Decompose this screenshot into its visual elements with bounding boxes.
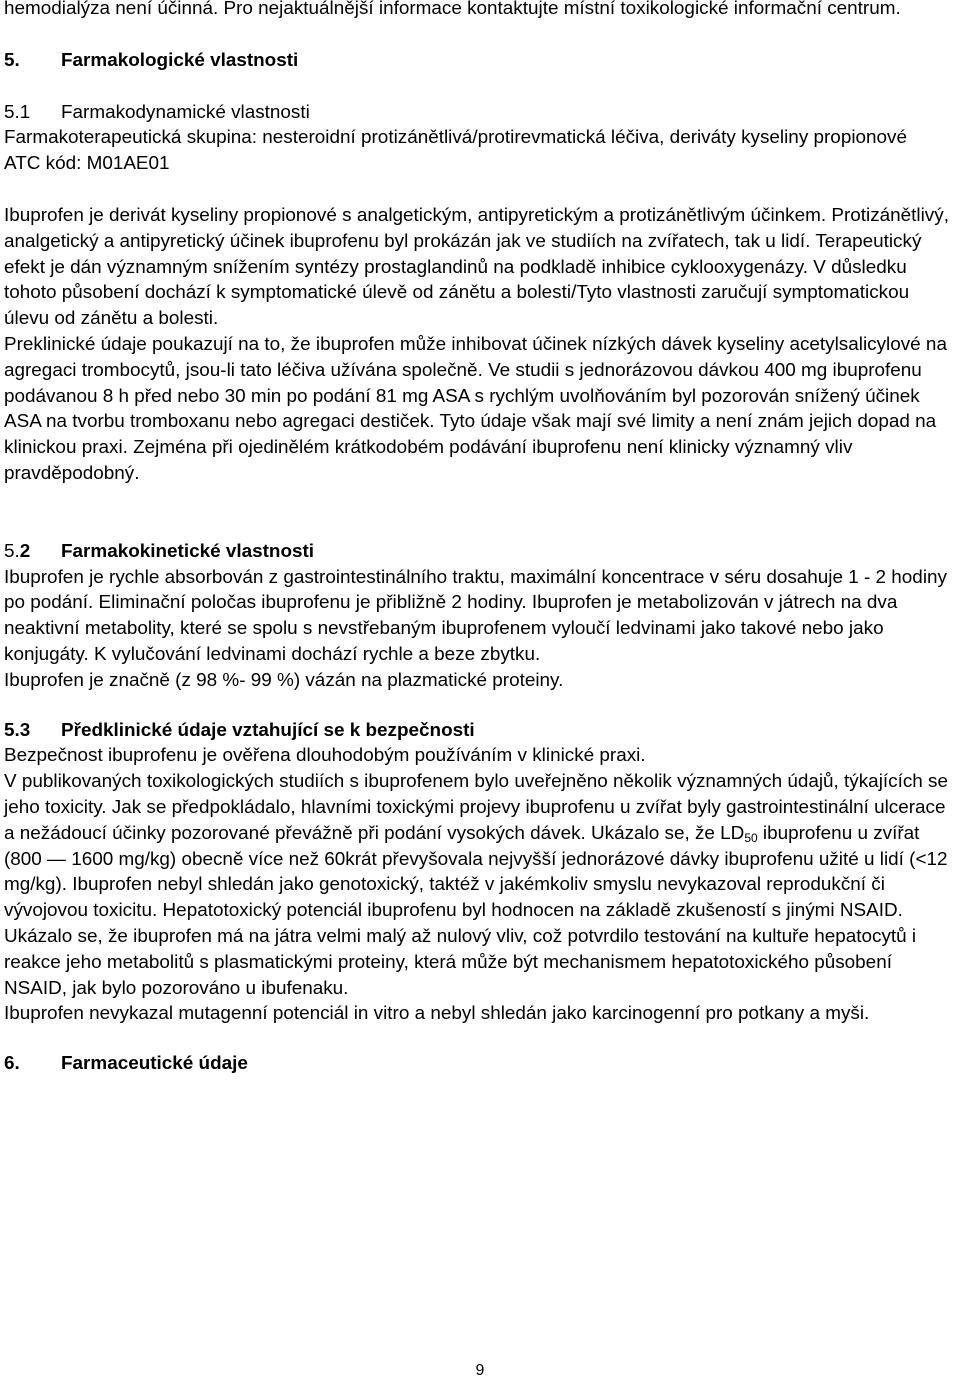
section-5-number: 5. (4, 49, 20, 71)
spacer (4, 74, 956, 100)
spacer (4, 177, 956, 203)
atc-code: ATC kód: M01AE01 (4, 153, 170, 175)
section-6-heading (4, 1051, 956, 1077)
spacer (4, 487, 956, 539)
section-5-3-paragraph-2-part-b: ibuprofenu u zvířat (800 — 1600 mg/kg) obecně více než 60krát převyšovala nejvyšší jednorázové dávky ibuprofenu užité u lidí (<12 mg/kg). Ibuprofen nebyl shledán jako genotoxický, taktéž v jakémkoliv smyslu nevykazoval reprodukční či vývojovou toxicitu. Hepatotoxický potenciál ibuprofenu byl hodnocen na základě zkušeností s jinými NSAID. Ukázalo se, že ibuprofen má na játra velmi malý až nulový vliv, což potvrdilo testování na kultuře hepatocytů i reakce jeho metabolitů s plasmatickými proteiny, která může být mechanismem hepatotoxického působení NSAID, jak bylo pozorováno u ibufenaku. (4, 822, 948, 999)
section-5-1-number-major: 5. (4, 101, 20, 123)
section-5-1-title: Farmakodynamické vlastnosti (61, 101, 310, 123)
section-5-3-paragraph-3: Ibuprofen nevykazal mutagenní potenciál in vitro a nebyl shledán jako karcinogenní pro potkany a myši. (4, 1003, 870, 1025)
section-5-1-heading (4, 100, 956, 126)
section-5-1-number-minor: 1 (19, 101, 31, 123)
section-5-3-paragraph-2 (4, 769, 956, 1001)
section-5-3-paragraph-1: Bezpečnost ibuprofenu je ověřena dlouhodobým používáním v klinické praxi. (4, 745, 646, 767)
section-5-3-paragraph-2-part-a: V publikovaných toxikologických studiích s ibuprofenem bylo uveřejněno několik významných údajů, týkajících se jeho toxicity. Jak se předpokládalo, hlavními toxickými projevy ibuprofenu u zvířat byly gastrointestinální ulcerace a nežádoucí účinky pozorované převážně při podání vysokých dávek. Ukázalo se, že LD (4, 771, 948, 844)
document-page (4, 0, 956, 1077)
section-5-3-heading (4, 718, 956, 744)
spacer (4, 694, 956, 718)
section-5-heading (4, 48, 956, 74)
spacer (4, 1027, 956, 1051)
section-5-1-paragraph-2: Preklinické údaje poukazují na to, že ibuprofen může inhibovat účinek nízkých dávek kyseliny acetylsalicylové na agregaci trombocytů, jsou-li tato léčiva užívána společně. Ve studii s jednorázovou dávkou 400 mg ibuprofenu podávanou 8 h před nebo 30 min po podání 81 mg ASA s rychlým uvolňováním byl pozorován snížený účinek ASA na tvorbu tromboxanu nebo agregaci destiček. Tyto údaje však mají své limity a není znám jejich dopad na klinickou praxi. Zejména při ojedinělém krátkodobém podávání ibuprofenu není klinicky významný vliv pravděpodobný. (4, 333, 947, 484)
section-5-2-heading (4, 539, 956, 565)
section-5-3-title: Předklinické údaje vztahující se k bezpečnosti (61, 719, 475, 741)
spacer (4, 22, 956, 48)
page-number: 9 (475, 1362, 485, 1379)
section-5-2-number-major: 5. (4, 540, 20, 562)
pharmacotherapeutic-group: Farmakoterapeutická skupina: nesteroidní protizánětlivá/protirevmatická léčiva, deriváty kyseliny propionové (4, 127, 907, 149)
section-5-2-number-minor: 2 (19, 540, 31, 562)
intro-paragraph: hemodialýza není účinná. Pro nejaktuálnější informace kontaktujte místní toxikologické informační centrum. (4, 0, 901, 19)
section-5-2-paragraph-2: Ibuprofen je značně (z 98 %- 99 %) vázán na plazmatické proteiny. (4, 669, 564, 691)
section-5-title: Farmakologické vlastnosti (61, 49, 299, 71)
section-5-3-number: 5.3 (4, 719, 31, 741)
section-5-2-title: Farmakokinetické vlastnosti (61, 540, 315, 562)
ld50-subscript: 50 (744, 830, 758, 845)
section-5-2-paragraph-1: Ibuprofen je rychle absorbován z gastrointestinálního traktu, maximální koncentrace v séru dosahuje 1 - 2 hodiny po podání. Eliminační poločas ibuprofenu je přibližně 2 hodiny. Ibuprofen je metabolizován v játrech na dva neaktivní metabolity, které se spolu s nevstřebaným ibuprofenem vyloučí ledvinami jako takové nebo jako konjugáty. K vylučování ledvinami dochází rychle a beze zbytku. (4, 566, 947, 665)
section-6-number: 6. (4, 1053, 20, 1075)
section-5-1-paragraph-1: Ibuprofen je derivát kyseliny propionové s analgetickým, antipyretickým a protizánětlivým účinkem. Protizánětlivý, analgetický a antipyretický účinek ibuprofenu byl prokázán jak ve studiích na zvířatech, tak u lidí. Terapeutický efekt je dán významným snížením syntézy prostaglandinů na podkladě inhibice cyklooxygenázy. V důsledku tohoto působení dochází k symptomatické úlevě od zánětu a bolesti/Tyto vlastnosti zaručují symptomatickou úlevu od zánětu a bolesti. (4, 204, 949, 330)
section-6-title: Farmaceutické údaje (61, 1053, 248, 1075)
